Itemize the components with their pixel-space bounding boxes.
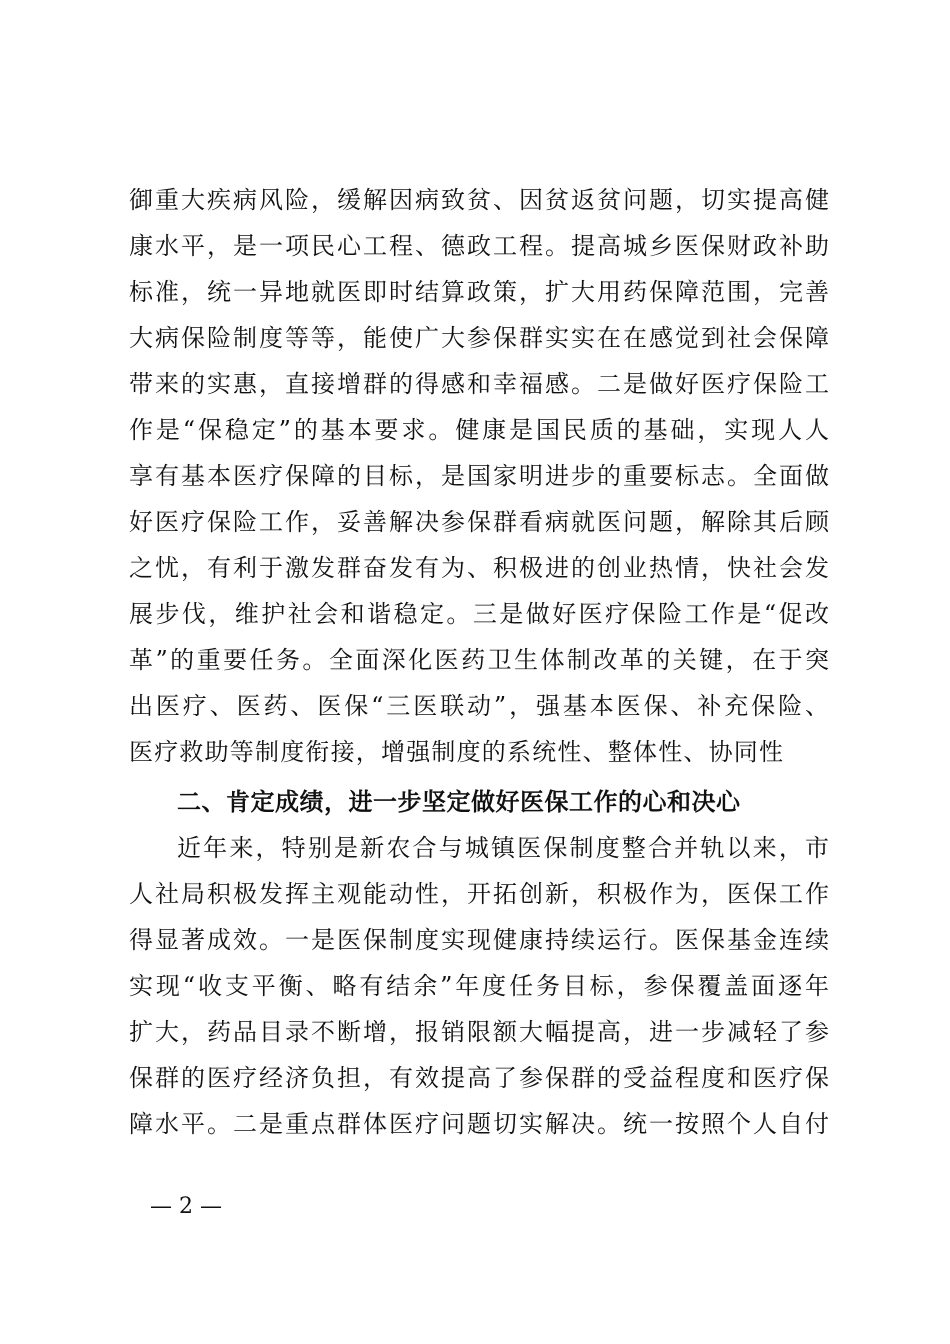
paragraph-line: 障水平。二是重点群体医疗问题切实解决。统一按照个人自付	[129, 1110, 829, 1138]
text-line: 好医疗保险工作，妥善解决参保群看病就医问题，解除其后顾	[129, 508, 829, 536]
section-heading: 二、肯定成绩，进一步坚定做好医保工作的心和决心	[177, 788, 741, 816]
page-number: — 2 —	[150, 1194, 222, 1219]
text-line: 御重大疾病风险，缓解因病致贫、因贫返贫问题，切实提高健	[129, 186, 829, 214]
paragraph-line: 保群的医疗经济负担，有效提高了参保群的受益程度和医疗保	[129, 1064, 829, 1092]
paragraph-line: 实现“收支平衡、略有结余”年度任务目标，参保覆盖面逐年	[129, 972, 829, 1000]
paragraph-line: 近年来，特别是新农合与城镇医保制度整合并轨以来，市	[177, 834, 829, 862]
text-line: 革”的重要任务。全面深化医药卫生体制改革的关键，在于突	[129, 646, 829, 674]
text-line: 医疗救助等制度衔接，增强制度的系统性、整体性、协同性	[129, 738, 785, 766]
paragraph-line: 人社局积极发挥主观能动性，开拓创新，积极作为，医保工作	[129, 880, 829, 908]
text-line: 大病保险制度等等，能使广大参保群实实在在感觉到社会保障	[129, 324, 829, 352]
text-line: 出医疗、医药、医保“三医联动”，强基本医保、补充保险、	[129, 692, 829, 720]
text-line: 标准，统一异地就医即时结算政策，扩大用药保障范围，完善	[129, 278, 829, 306]
paragraph-line: 得显著成效。一是医保制度实现健康持续运行。医保基金连续	[129, 926, 829, 954]
text-line: 展步伐，维护社会和谐稳定。三是做好医疗保险工作是“促改	[129, 600, 829, 628]
paragraph-line: 扩大，药品目录不断增，报销限额大幅提高，进一步减轻了参	[129, 1018, 829, 1046]
text-line: 康水平，是一项民心工程、德政工程。提高城乡医保财政补助	[129, 232, 829, 260]
text-line: 之忧，有利于激发群奋发有为、积极进的创业热情，快社会发	[129, 554, 829, 582]
text-line: 带来的实惠，直接增群的得感和幸福感。二是做好医疗保险工	[129, 370, 829, 398]
text-line: 享有基本医疗保障的目标，是国家明进步的重要标志。全面做	[129, 462, 829, 490]
text-line: 作是“保稳定”的基本要求。健康是国民质的基础，实现人人	[129, 416, 829, 444]
